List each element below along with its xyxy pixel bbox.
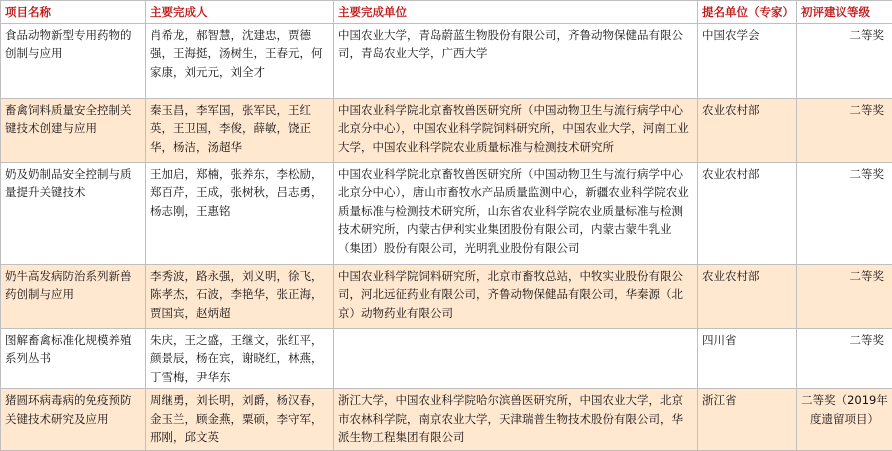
grade-text: 二等奖 (850, 333, 885, 347)
grade-text: 二等奖（2019年度遗留项目） (801, 393, 888, 426)
header-nominator: 提名单位（专家） (698, 1, 797, 24)
project-name: 畜禽饲料质量安全控制关键技术创建与应用 (1, 98, 146, 162)
main-units: 中国农业大学，青岛蔚蓝生物股份有限公司，齐鲁动物保健品有限公司，青岛农业大学，广西大学 (334, 23, 698, 98)
grade-text: 二等奖 (850, 28, 885, 42)
main-people: 周继勇，刘长明，刘爵，杨汉春，金玉兰，顾金燕，粟硕，李守军，邢刚，邱文英 (146, 389, 334, 451)
grade-text: 二等奖 (850, 103, 885, 117)
table-row (1, 23, 892, 98)
table-row (1, 98, 892, 162)
project-name: 猪圆环病毒病的免疫预防关键技术研究及应用 (1, 389, 146, 451)
nominator: 农业农村部 (698, 264, 797, 328)
header-grade: 初评建议等级 (797, 1, 892, 24)
grade-text: 二等奖 (850, 167, 885, 181)
nominator: 农业农村部 (698, 162, 797, 264)
grade (797, 328, 892, 389)
main-people: 朱庆，王之盛，王继文，张红平，颜景辰，杨在宾，谢晓红，林燕，丁雪梅，尹华东 (146, 328, 334, 389)
grade (797, 162, 892, 264)
main-units: 浙江大学，中国农业科学院哈尔滨兽医研究所，中国农业大学，北京市农林科学院，南京农业大学，天津瑞普生物技术股份有限公司，华派生物工程集团有限公司 (334, 389, 698, 451)
main-units (334, 328, 698, 389)
grade (797, 264, 892, 328)
project-name: 食品动物新型专用药物的创制与应用 (1, 23, 146, 98)
project-name: 图解畜禽标准化规模养殖系列丛书 (1, 328, 146, 389)
nominator: 四川省 (698, 328, 797, 389)
nominator: 浙江省 (698, 389, 797, 451)
project-name: 奶牛高发病防治系列新兽药创制与应用 (1, 264, 146, 328)
table-row (1, 264, 892, 328)
header-main-units: 主要完成单位 (334, 1, 698, 24)
main-people: 秦玉昌，李军国，张军民，王红英，王卫国，李俊，薛敏，饶正华，杨洁，汤超华 (146, 98, 334, 162)
grade-text: 二等奖 (850, 269, 885, 283)
nominator: 中国农学会 (698, 23, 797, 98)
project-name: 奶及奶制品安全控制与质量提升关键技术 (1, 162, 146, 264)
main-units: 中国农业科学院北京畜牧兽医研究所（中国动物卫生与流行病学中心北京分中心），中国农业科学院饲料研究所，中国农业大学，河南工业大学，中国农业科学院农业质量标准与检测技术研究所 (334, 98, 698, 162)
nominator: 农业农村部 (698, 98, 797, 162)
grade (797, 98, 892, 162)
table-row (1, 162, 892, 264)
grade (797, 389, 892, 451)
main-people: 肖希龙，郝智慧，沈建忠，贾德强，王海挺，汤树生，王春元，何家康，刘元元，刘全才 (146, 23, 334, 98)
table-row (1, 389, 892, 451)
grade (797, 23, 892, 98)
table-header-row (1, 1, 892, 24)
main-units: 中国农业科学院饲料研究所，北京市畜牧总站，中牧实业股份有限公司，河北远征药业有限公司，齐鲁动物保健品有限公司，华秦源（北京）动物药业有限公司 (334, 264, 698, 328)
header-project-name: 项目名称 (1, 1, 146, 24)
main-people: 王加启，郑楠，张养东，李松励，郑百芹，王成，张树秋，吕志勇，杨志刚，王惠铭 (146, 162, 334, 264)
main-people: 李秀波，路永强，刘义明，徐飞，陈孝杰，石波，李艳华，张正海，贾国宾，赵炳超 (146, 264, 334, 328)
main-units: 中国农业科学院北京畜牧兽医研究所（中国动物卫生与流行病学中心北京分中心），唐山市畜牧水产品质量监测中心，新疆农业科学院农业质量标准与检测技术研究所，山东省农业科学院农业质量标准与检测技术研究所，内蒙古伊利实业集团股份有限公司，内蒙古蒙牛乳业（集团）股份有限公司，光明乳业股份有限公司 (334, 162, 698, 264)
table-row (1, 328, 892, 389)
header-main-people: 主要完成人 (146, 1, 334, 24)
